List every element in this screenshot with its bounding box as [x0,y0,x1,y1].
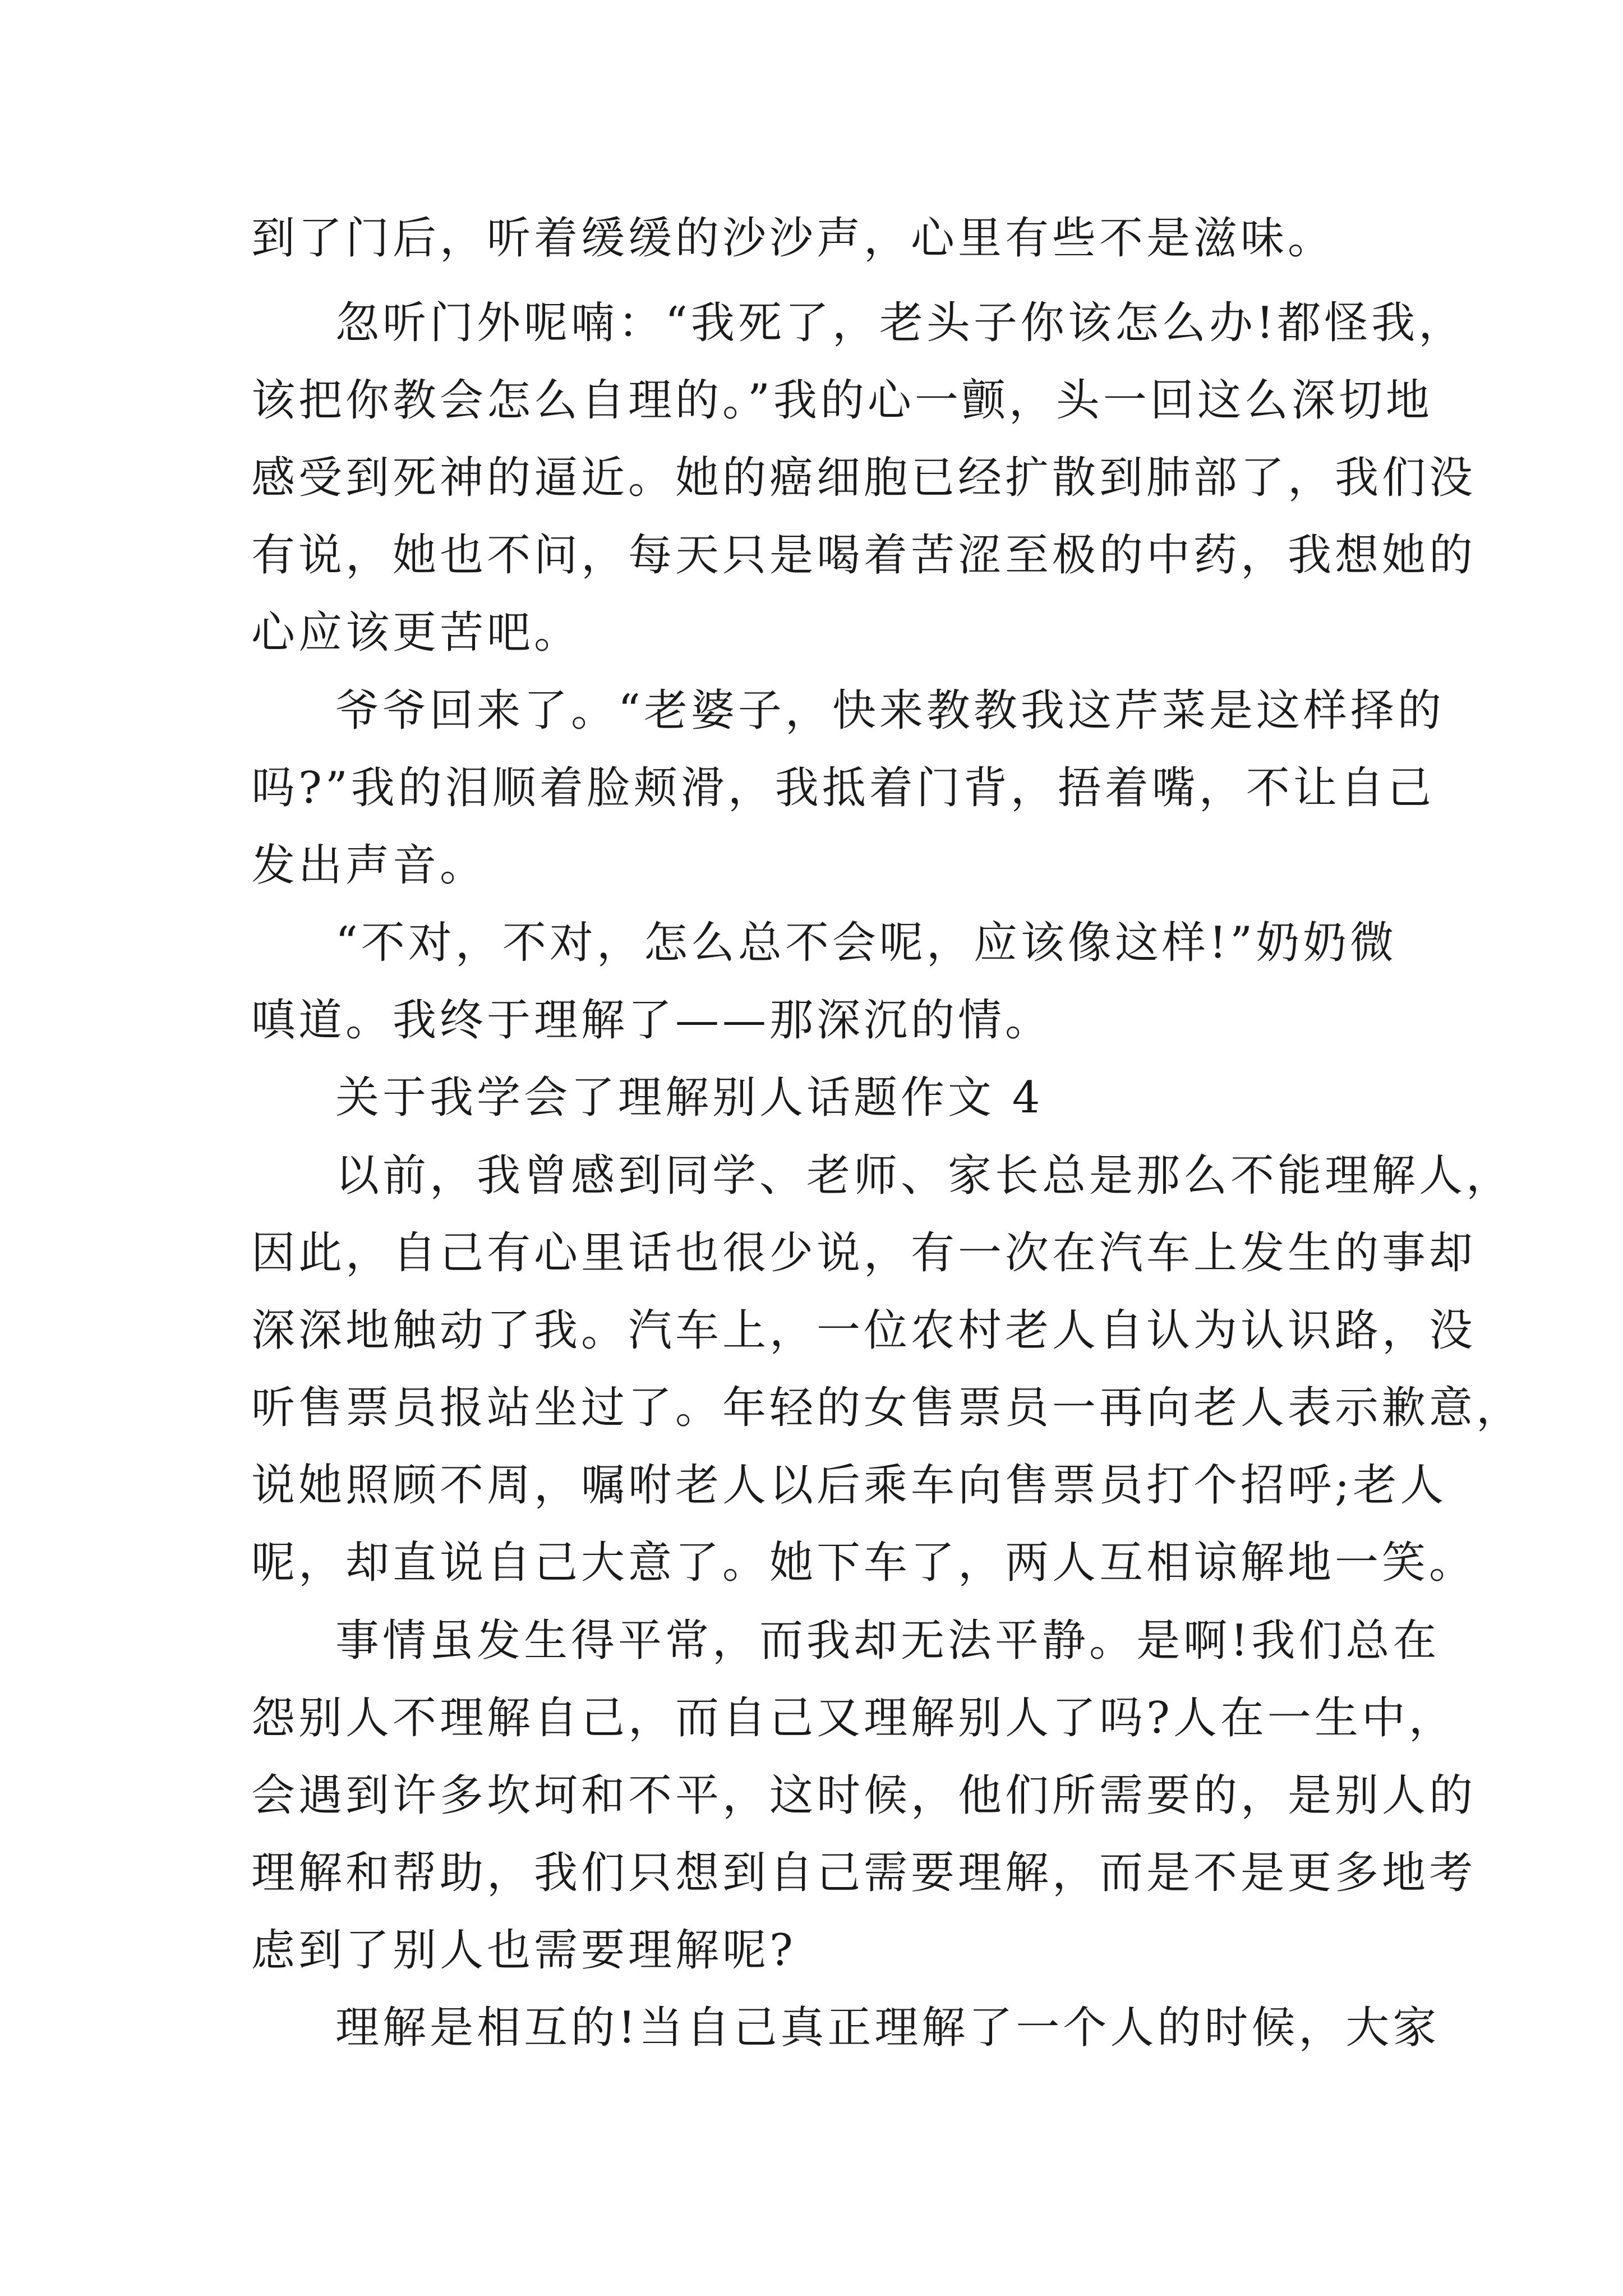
text-line: 理解是相互的!当自己真正理解了一个人的时候，大家 [335,2003,1440,2053]
text-line: 到了门后，听着缓缓的沙沙声，心里有些不是滋味。 [251,213,1335,264]
text-line: 爷爷回来了。“老婆子，快来教教我这芹菜是这样择的 [335,685,1445,736]
text-line: 忽听门外呢喃：“我死了，老头子你该怎么办!都怪我， [335,298,1466,348]
text-line: 该把你教会怎么自理的。”我的心一颤，头一回这么深切地 [251,375,1433,426]
text-line: 虑到了别人也需要理解呢? [251,1925,796,1976]
text-line: 发出声音。 [251,840,487,891]
section-heading: 关于我学会了理解别人话题作文 4 [335,1073,1044,1123]
text-line: 嗔道。我终于理解了——那深沉的情。 [251,995,1053,1046]
text-line: 呢，却直说自己大意了。她下车了，两人互相谅解地一笑。 [251,1538,1477,1588]
text-line: 听售票员报站坐过了。年轻的女售票员一再向老人表示歉意， [251,1383,1524,1433]
text-line: 感受到死神的逼近。她的癌细胞已经扩散到肺部了，我们没 [251,453,1477,503]
text-line: 吗?”我的泪顺着脸颊滑，我抵着门背，捂着嘴，不让自己 [251,763,1435,813]
text-line: 深深地触动了我。汽车上，一位农村老人自认为认识路，没 [251,1305,1477,1356]
text-line: 因此，自己有心里话也很少说，有一次在汽车上发生的事却 [251,1228,1477,1278]
text-line: 有说，她也不问，每天只是喝着苦涩至极的中药，我想她的 [251,530,1477,581]
text-line: 以前，我曾感到同学、老师、家长总是那么不能理解人， [335,1151,1514,1201]
text-line: 会遇到许多坎坷和不平，这时候，他们所需要的，是别人的 [251,1770,1477,1821]
text-line: 说她照顾不周，嘱咐老人以后乘车向售票员打个招呼;老人 [251,1460,1447,1511]
text-line: 事情虽发生得平常，而我却无法平静。是啊!我们总在 [335,1616,1440,1666]
text-line: 怨别人不理解自己，而自己又理解别人了吗?人在一生中， [251,1693,1456,1743]
text-line: 理解和帮助，我们只想到自己需要理解，而是不是更多地考 [251,1848,1477,1898]
text-line: 心应该更苦吧。 [251,608,582,658]
text-line: “不对，不对，怎么总不会呢，应该像这样!”奶奶微 [335,918,1398,968]
